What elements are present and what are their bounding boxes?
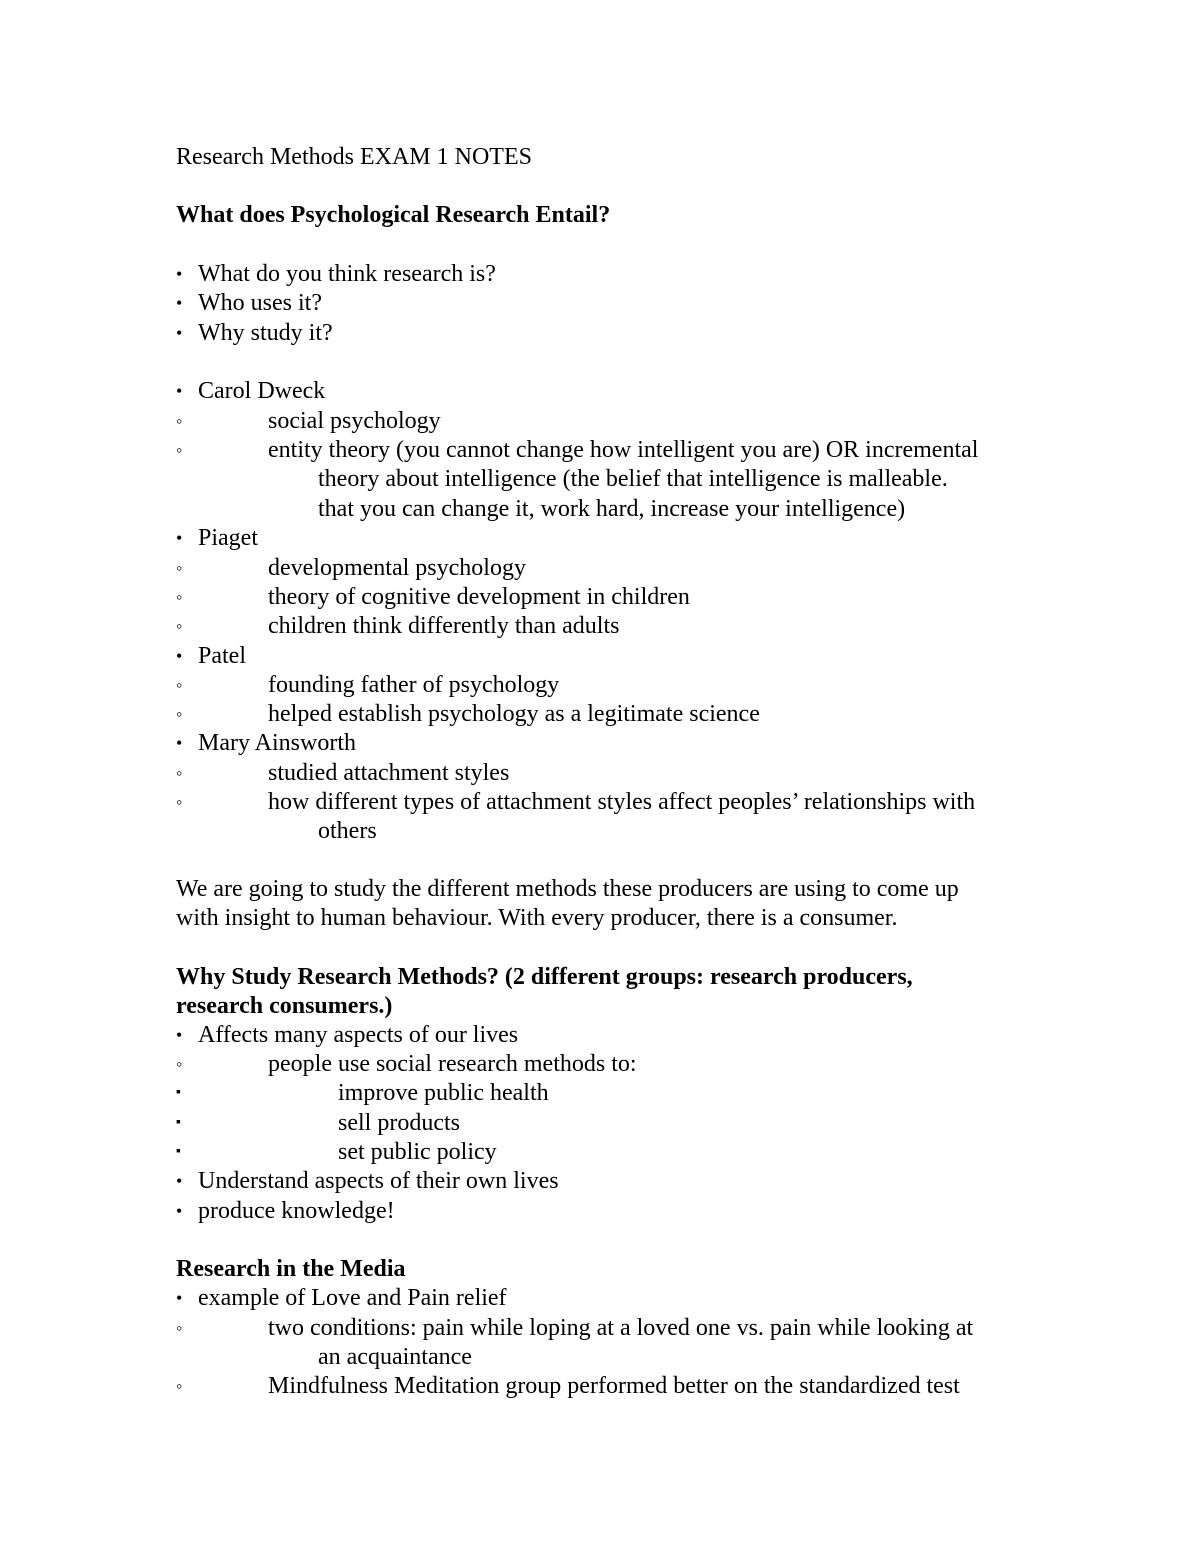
- bullet-marker: •: [176, 528, 183, 548]
- bullet-marker: •: [176, 381, 183, 401]
- section-heading-why-study: Why Study Research Methods? (2 different groups: research producers,: [176, 964, 913, 990]
- circle-marker: ◦: [176, 411, 183, 431]
- list-item: Why study it?: [198, 320, 333, 346]
- list-item: Affects many aspects of our lives: [198, 1022, 519, 1048]
- sub-list-item-continuation: theory about intelligence (the belief that intelligence is malleable.: [318, 466, 948, 492]
- circle-marker: ◦: [176, 1376, 183, 1396]
- circle-marker: ◦: [176, 1318, 183, 1338]
- bullet-marker: •: [176, 293, 183, 313]
- sub-sub-list-item: set public policy: [338, 1139, 497, 1165]
- list-item: Patel: [198, 643, 246, 669]
- sub-list-item: people use social research methods to:: [268, 1051, 637, 1077]
- square-marker: ▪: [176, 1144, 181, 1159]
- circle-marker: ◦: [176, 558, 183, 578]
- circle-marker: ◦: [176, 440, 183, 460]
- list-item: Carol Dweck: [198, 378, 326, 404]
- sub-list-item-continuation: that you can change it, work hard, increase your intelligence): [318, 496, 906, 522]
- circle-marker: ◦: [176, 704, 183, 724]
- list-item: Who uses it?: [198, 290, 322, 316]
- section-heading-media: Research in the Media: [176, 1256, 406, 1282]
- circle-marker: ◦: [176, 1054, 183, 1074]
- bullet-marker: •: [176, 1288, 183, 1308]
- document-title: Research Methods EXAM 1 NOTES: [176, 144, 532, 170]
- sub-list-item: two conditions: pain while loping at a loved one vs. pain while looking at: [268, 1315, 974, 1341]
- list-item: Mary Ainsworth: [198, 730, 356, 756]
- bullet-marker: •: [176, 1171, 183, 1191]
- bullet-marker: •: [176, 1025, 183, 1045]
- bullet-marker: •: [176, 1201, 183, 1221]
- sub-list-item: how different types of attachment styles affect peoples’ relationships with: [268, 789, 976, 815]
- sub-list-item-continuation: others: [318, 818, 377, 844]
- bullet-marker: •: [176, 733, 183, 753]
- sub-list-item: founding father of psychology: [268, 672, 560, 698]
- sub-list-item: studied attachment styles: [268, 760, 510, 786]
- list-item: produce knowledge!: [198, 1198, 395, 1224]
- bullet-marker: •: [176, 646, 183, 666]
- sub-sub-list-item: improve public health: [338, 1080, 549, 1106]
- sub-list-item: developmental psychology: [268, 555, 526, 581]
- list-item: Understand aspects of their own lives: [198, 1168, 559, 1194]
- section-heading-why-study-cont: research consumers.): [176, 993, 393, 1019]
- circle-marker: ◦: [176, 763, 183, 783]
- sub-list-item: theory of cognitive development in children: [268, 584, 690, 610]
- circle-marker: ◦: [176, 587, 183, 607]
- list-item: example of Love and Pain relief: [198, 1285, 507, 1311]
- square-marker: ▪: [176, 1115, 181, 1130]
- list-item: What do you think research is?: [198, 261, 496, 287]
- sub-list-item: Mindfulness Meditation group performed better on the standardized test: [268, 1373, 960, 1399]
- bullet-marker: •: [176, 264, 183, 284]
- circle-marker: ◦: [176, 792, 183, 812]
- sub-sub-list-item: sell products: [338, 1110, 460, 1136]
- circle-marker: ◦: [176, 675, 183, 695]
- paragraph-line: with insight to human behaviour. With every producer, there is a consumer.: [176, 905, 898, 931]
- section-heading-psych-research: What does Psychological Research Entail?: [176, 202, 611, 228]
- paragraph-line: We are going to study the different methods these producers are using to come up: [176, 876, 959, 902]
- sub-list-item: helped establish psychology as a legitimate science: [268, 701, 760, 727]
- sub-list-item: entity theory (you cannot change how intelligent you are) OR incremental: [268, 437, 979, 463]
- sub-list-item-continuation: an acquaintance: [318, 1344, 472, 1370]
- sub-list-item: children think differently than adults: [268, 613, 620, 639]
- bullet-marker: •: [176, 323, 183, 343]
- sub-list-item: social psychology: [268, 408, 441, 434]
- circle-marker: ◦: [176, 616, 183, 636]
- square-marker: ▪: [176, 1085, 181, 1100]
- list-item: Piaget: [198, 525, 258, 551]
